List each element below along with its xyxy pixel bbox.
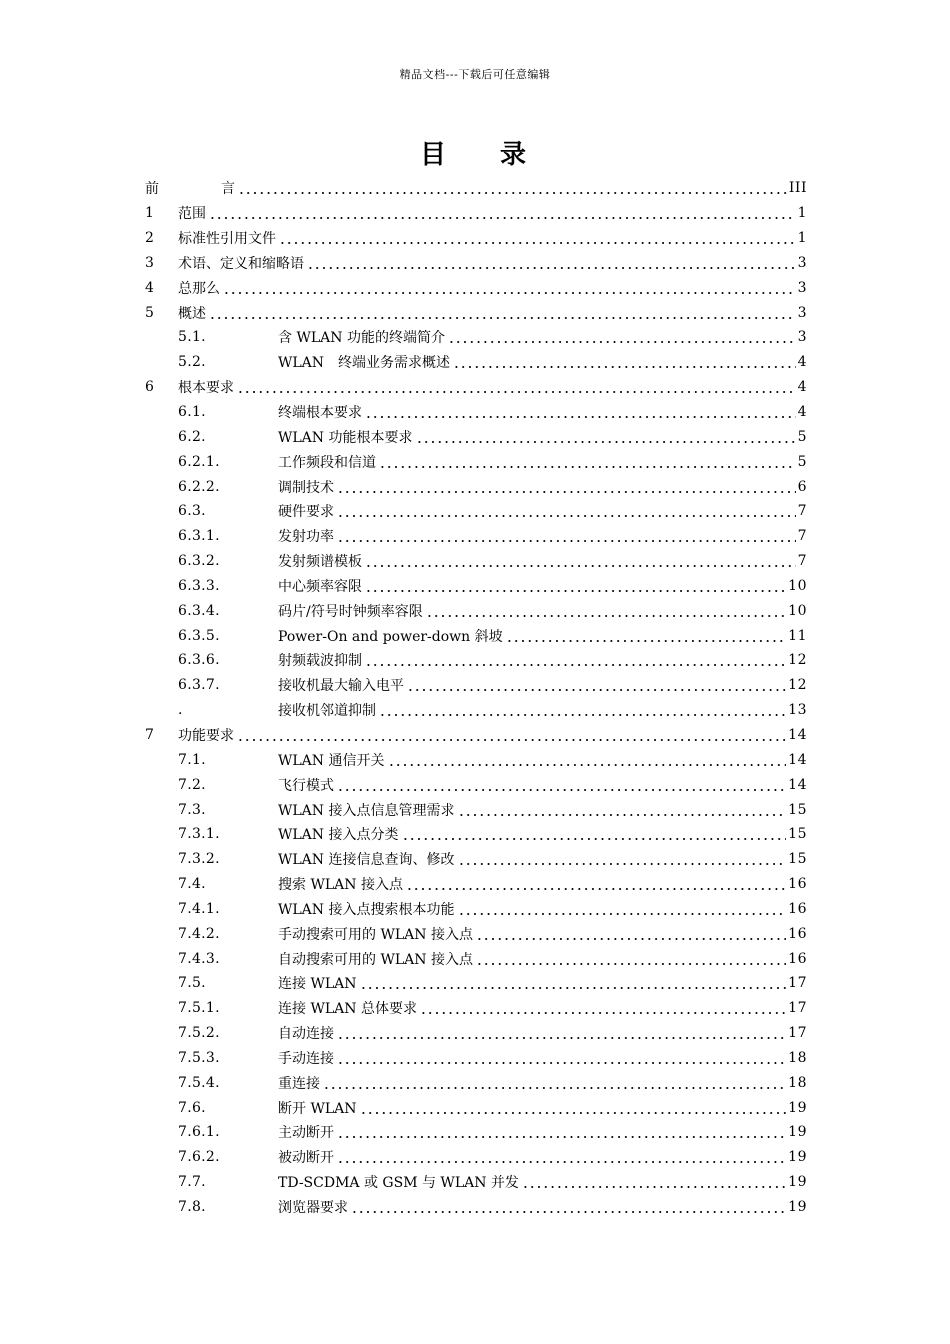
toc-entry-number: 3 [145,254,155,271]
toc-entry[interactable] [145,747,807,772]
toc-entry-number: 6.3.2. [178,553,220,570]
toc-entry-title: 搜索 WLAN 接入点 [278,877,403,894]
toc-dot-leader [337,480,796,494]
toc-entry-number: 4 [145,279,155,296]
toc-entry-title: 连接 WLAN [278,976,357,993]
toc-entry-page: 19 [788,1124,807,1141]
toc-dot-leader [522,1175,786,1189]
toc-entry-page: 4 [797,404,807,421]
toc-entry[interactable] [145,549,807,574]
toc-entry-page: 19 [788,1099,807,1116]
toc-entry-title: 工作频段和信道 [278,454,376,471]
toc-title-part: 目 [419,140,450,170]
toc-entry-title: 标准性引用文件 [178,231,276,248]
toc-entry-number: 5 [145,304,155,321]
toc-entry-title: 浏览器要求 [278,1200,348,1217]
toc-entry-number: 7.3. [178,801,206,818]
toc-entry[interactable] [145,499,807,524]
toc-entry-number: 6 [145,379,155,396]
toc-entry-title: 手动搜索可用的 WLAN 接入点 [278,926,473,943]
toc-entry-title: 言 [221,181,235,198]
toc-entry-title: 硬件要求 [278,504,334,521]
toc-entry-number: 7.4.2. [178,925,220,942]
toc-entry-page: 1 [797,205,807,222]
toc-entry[interactable] [145,375,807,400]
toc-entry-page: 19 [788,1174,807,1191]
toc-entry[interactable] [145,723,807,748]
toc-entry-number: 7.4. [178,876,206,893]
toc-entry-number: 6.2. [178,428,206,445]
toc-entry[interactable] [145,698,807,723]
toc-entry-number: 6.3.5. [178,627,220,644]
toc-dot-leader [351,1200,786,1214]
toc-entry-title: 接收机邻道抑制 [278,703,376,720]
toc-entry-title: 功能要求 [178,727,234,744]
toc-entry-number: 6.3.4. [178,602,220,619]
toc-title [0,134,950,171]
toc-entry-page: 1 [797,230,807,247]
toc-dot-leader [238,181,787,195]
toc-entry[interactable] [145,226,807,251]
toc-entry-title: 主动断开 [278,1125,334,1142]
toc-dot-leader [476,952,786,966]
toc-entry-page: 7 [797,553,807,570]
toc-dot-leader [379,703,786,717]
toc-entry-number: 7.5.3. [178,1049,220,1066]
page-header: 精品文档---下载后可任意编辑 [399,68,551,81]
toc-entry[interactable] [145,1070,807,1095]
toc-entry-title: 飞行模式 [278,777,334,794]
toc-entry-page: 16 [788,876,807,893]
toc-entry-title: 射频载波抑制 [278,653,362,670]
table-of-contents [145,176,807,1219]
toc-entry[interactable] [145,847,807,872]
toc-entry-page: 5 [797,453,807,470]
toc-entry-title: 连接 WLAN 总体要求 [278,1001,417,1018]
toc-dot-leader [407,678,786,692]
toc-entry[interactable] [145,598,807,623]
toc-entry-title: WLAN 接入点搜索根本功能 [278,901,455,918]
toc-entry[interactable] [145,772,807,797]
toc-entry-title: 总那么 [178,280,220,297]
toc-entry-page: 6 [797,478,807,495]
toc-entry-number: . [178,702,183,719]
toc-entry[interactable] [145,896,807,921]
toc-entry-page: 17 [788,1025,807,1042]
toc-dot-leader [237,380,796,394]
toc-entry[interactable] [145,474,807,499]
toc-entry-page: 16 [788,925,807,942]
toc-entry-title: Power-On and power-down 斜坡 [278,628,503,645]
toc-entry-title: 概述 [178,305,206,322]
toc-entry-number: 7.7. [178,1174,206,1191]
toc-entry[interactable] [145,872,807,897]
toc-dot-leader [365,653,786,667]
toc-entry-number: 5.1. [178,329,206,346]
toc-entry-page: 7 [797,503,807,520]
toc-dot-leader [337,1026,786,1040]
toc-entry-title: WLAN 终端业务需求概述 [278,355,451,372]
toc-entry-page: 18 [788,1049,807,1066]
toc-entry-number: 前 [145,181,160,198]
toc-dot-leader [337,504,796,518]
toc-dot-leader [365,579,786,593]
toc-dot-leader [458,852,787,866]
toc-entry-title: 自动搜索可用的 WLAN 接入点 [278,951,473,968]
toc-dot-leader [279,231,796,245]
toc-entry-number: 7 [145,726,155,743]
toc-entry-page: 14 [788,776,807,793]
toc-entry-number: 7.5.1. [178,1000,220,1017]
toc-dot-leader [223,281,796,295]
toc-entry-title: 被动断开 [278,1150,334,1167]
toc-entry-title: 发射频谱模板 [278,554,362,571]
toc-dot-leader [337,1125,786,1139]
toc-entry[interactable] [145,574,807,599]
toc-entry[interactable] [145,1095,807,1120]
toc-dot-leader [426,604,786,618]
toc-dot-leader [337,1150,786,1164]
toc-entry[interactable] [145,449,807,474]
toc-entry[interactable] [145,1046,807,1071]
toc-entry-page: 19 [788,1199,807,1216]
toc-entry[interactable] [145,648,807,673]
toc-entry-page: 12 [788,652,807,669]
toc-entry[interactable] [145,1145,807,1170]
toc-entry-number: 7.5.4. [178,1074,220,1091]
toc-title-part: 录 [500,140,531,170]
toc-entry-page: 17 [788,1000,807,1017]
toc-entry-number: 5.2. [178,354,206,371]
toc-entry-number: 2 [145,230,155,247]
toc-entry-number: 7.6. [178,1099,206,1116]
toc-entry-title: 中心频率容限 [278,578,362,595]
toc-entry[interactable] [145,996,807,1021]
toc-dot-leader [388,753,787,767]
toc-entry-title: 含 WLAN 功能的终端简介 [278,330,445,347]
toc-entry-page: 17 [788,975,807,992]
toc-entry[interactable] [145,424,807,449]
toc-dot-leader [379,455,796,469]
toc-entry[interactable] [145,325,807,350]
toc-entry-number: 7.4.3. [178,950,220,967]
toc-entry-page: 18 [788,1074,807,1091]
toc-entry-number: 7.5. [178,975,206,992]
toc-dot-leader [209,206,796,220]
toc-dot-leader [337,778,786,792]
toc-entry-number: 6.3.7. [178,677,220,694]
toc-entry-page: 12 [788,677,807,694]
toc-dot-leader [420,1001,786,1015]
toc-entry[interactable] [145,822,807,847]
toc-entry-page: III [788,180,807,197]
toc-entry-title: 断开 WLAN [278,1100,357,1117]
toc-entry-number: 7.3.1. [178,826,220,843]
toc-entry[interactable] [145,251,807,276]
toc-dot-leader [448,330,796,344]
toc-entry-title: 手动连接 [278,1050,334,1067]
toc-entry[interactable] [145,176,807,201]
toc-entry-number: 7.1. [178,751,206,768]
toc-dot-leader [416,430,796,444]
toc-dot-leader [506,629,787,643]
toc-entry-page: 7 [797,528,807,545]
toc-entry-title: 重连接 [278,1075,320,1092]
toc-entry-page: 3 [797,304,807,321]
toc-entry[interactable] [145,275,807,300]
toc-entry-page: 4 [797,354,807,371]
toc-dot-leader [337,529,796,543]
toc-entry-title: 术语、定义和缩略语 [178,255,304,272]
toc-entry-page: 19 [788,1149,807,1166]
toc-entry[interactable] [145,921,807,946]
toc-entry[interactable] [145,1120,807,1145]
toc-entry[interactable] [145,1170,807,1195]
toc-entry-title: 码片/符号时钟频率容限 [278,603,423,620]
toc-entry-page: 15 [788,851,807,868]
toc-entry-number: 7.5.2. [178,1025,220,1042]
toc-entry-title: 根本要求 [178,380,234,397]
toc-entry-number: 7.4.1. [178,900,220,917]
toc-entry-number: 7.8. [178,1199,206,1216]
toc-entry-page: 14 [788,751,807,768]
toc-dot-leader [402,827,787,841]
toc-entry-page: 15 [788,801,807,818]
toc-entry[interactable] [145,946,807,971]
toc-dot-leader [365,554,796,568]
toc-entry-title: TD-SCDMA 或 GSM 与 WLAN 并发 [278,1175,519,1192]
toc-entry-title: WLAN 连接信息查询、修改 [278,852,455,869]
toc-entry[interactable] [145,300,807,325]
toc-entry-number: 7.2. [178,776,206,793]
toc-dot-leader [458,803,787,817]
toc-entry-title: 调制技术 [278,479,334,496]
toc-entry-number: 6.1. [178,404,206,421]
toc-entry-number: 6.3. [178,503,206,520]
toc-entry-title: WLAN 接入点信息管理需求 [278,802,455,819]
toc-entry[interactable] [145,524,807,549]
toc-entry-page: 3 [797,279,807,296]
toc-entry-number: 6.2.1. [178,453,220,470]
toc-entry-title: 终端根本要求 [278,405,362,422]
toc-entry-page: 10 [788,577,807,594]
toc-entry[interactable] [145,1195,807,1220]
toc-entry-page: 10 [788,602,807,619]
toc-entry[interactable] [145,673,807,698]
toc-entry-number: 7.6.1. [178,1124,220,1141]
toc-entry-page: 11 [788,627,807,644]
toc-entry-page: 15 [788,826,807,843]
toc-dot-leader [237,728,786,742]
toc-dot-leader [453,355,796,369]
toc-entry-number: 7.6.2. [178,1149,220,1166]
toc-entry[interactable] [145,400,807,425]
toc-entry-number: 6.3.3. [178,577,220,594]
toc-entry-page: 5 [797,428,807,445]
toc-entry[interactable] [145,623,807,648]
toc-entry-number: 1 [145,205,155,222]
toc-dot-leader [476,927,786,941]
toc-dot-leader [365,405,796,419]
toc-entry[interactable] [145,1021,807,1046]
toc-entry-page: 16 [788,900,807,917]
toc-dot-leader [307,256,796,270]
toc-dot-leader [209,306,796,320]
toc-entry[interactable] [145,797,807,822]
toc-dot-leader [360,1101,787,1115]
toc-entry[interactable] [145,350,807,375]
toc-entry[interactable] [145,971,807,996]
toc-entry-page: 3 [797,254,807,271]
toc-entry-title: 发射功率 [278,529,334,546]
toc-entry-page: 3 [797,329,807,346]
toc-entry-title: 接收机最大输入电平 [278,678,404,695]
toc-entry-page: 16 [788,950,807,967]
toc-entry-title: 范围 [178,206,206,223]
toc-entry-number: 7.3.2. [178,851,220,868]
toc-dot-leader [406,877,786,891]
toc-entry[interactable] [145,201,807,226]
toc-entry-page: 14 [788,726,807,743]
toc-entry-title: WLAN 功能根本要求 [278,429,413,446]
toc-entry-title: WLAN 通信开关 [278,752,385,769]
toc-entry-title: WLAN 接入点分类 [278,827,399,844]
toc-dot-leader [360,976,787,990]
toc-entry-number: 6.3.6. [178,652,220,669]
toc-dot-leader [337,1051,786,1065]
toc-entry-page: 4 [797,379,807,396]
toc-entry-number: 6.2.2. [178,478,220,495]
toc-dot-leader [323,1076,786,1090]
toc-entry-title: 自动连接 [278,1026,334,1043]
toc-dot-leader [458,902,787,916]
toc-entry-page: 13 [788,702,807,719]
toc-entry-number: 6.3.1. [178,528,220,545]
